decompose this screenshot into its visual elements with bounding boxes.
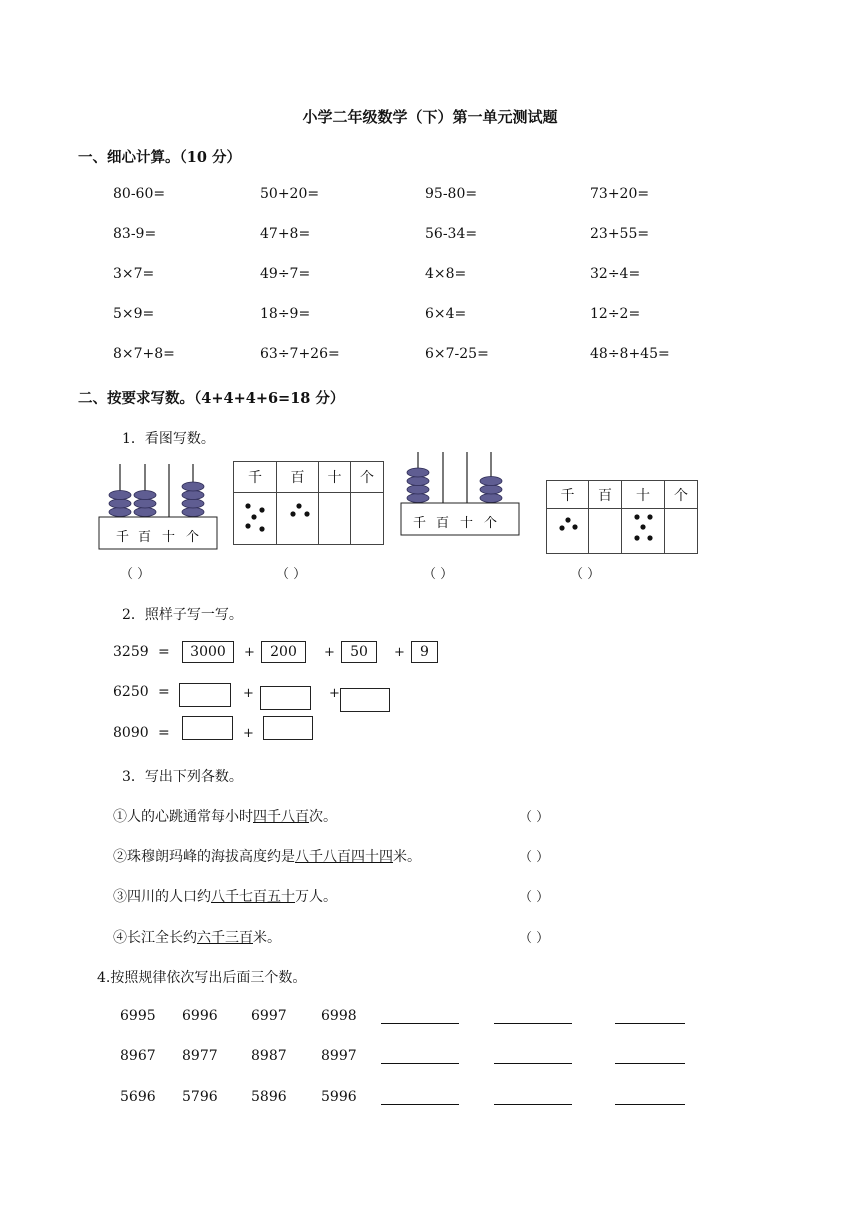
dots-three: [283, 500, 313, 534]
dots-cell: [547, 509, 589, 554]
calc-item: 49÷7=: [260, 266, 311, 282]
dots-cell: [277, 493, 319, 545]
abacus-bead: [134, 499, 156, 508]
equals-sign: =: [158, 725, 170, 741]
plus-sign: +: [243, 726, 254, 741]
table-header: 个: [665, 481, 698, 509]
calc-item: 83-9=: [113, 226, 157, 242]
answer-box[interactable]: [263, 716, 313, 740]
answer-line[interactable]: [494, 1104, 572, 1105]
answer-blank[interactable]: （ ）: [276, 567, 307, 582]
q3-label: 3．写出下列各数。: [122, 769, 243, 785]
calc-item: 12÷2=: [590, 306, 641, 322]
table-header: 千: [234, 462, 277, 493]
dots-cell: [665, 509, 698, 554]
table-header: 百: [589, 481, 622, 509]
calc-item: 50+20=: [260, 186, 320, 202]
q3-item: ②珠穆朗玛峰的海拔高度约是八千八百四十四米。: [113, 849, 421, 865]
answer-box[interactable]: [260, 686, 311, 710]
abacus-bead: [109, 499, 131, 508]
sequence-number: 6995: [120, 1008, 156, 1024]
place-value-table-2: [546, 480, 698, 554]
answer-blank[interactable]: （ ）: [120, 567, 151, 582]
answer-line[interactable]: [615, 1104, 685, 1105]
abacus-label: 十: [460, 516, 474, 531]
abacus-1: [96, 460, 222, 552]
calc-item: 47+8=: [260, 226, 311, 242]
abacus-bead: [480, 477, 502, 486]
q1-label: 1．看图写数。: [122, 431, 215, 447]
abacus-bead: [182, 508, 204, 517]
table-header: 十: [319, 462, 351, 493]
dots-cell: [622, 509, 665, 554]
abacus-bead: [134, 491, 156, 500]
sequence-number: 6997: [251, 1008, 287, 1024]
calc-item: 80-60=: [113, 186, 166, 202]
sequence-number: 8967: [120, 1048, 156, 1064]
answer-blank[interactable]: （ ）: [570, 567, 601, 582]
dots-three: [553, 514, 583, 544]
q3-item: ④长江全长约六千三百米。: [113, 930, 281, 946]
q2-number: 6250: [113, 684, 149, 700]
plus-sign: +: [324, 645, 335, 660]
sequence-number: 6998: [321, 1008, 357, 1024]
calc-item: 48÷8+45=: [590, 346, 670, 362]
plus-sign: +: [243, 686, 254, 701]
table-header: 十: [622, 481, 665, 509]
place-value-table-1: [233, 461, 384, 545]
abacus-label: 十: [162, 530, 176, 545]
page-title: 小学二年级数学（下）第一单元测试题: [302, 108, 558, 126]
answer-line[interactable]: [381, 1104, 459, 1105]
calc-item: 8×7+8=: [113, 346, 175, 362]
table-header: 个: [351, 462, 384, 493]
calc-item: 6×7-25=: [425, 346, 489, 362]
calc-item: 32÷4=: [590, 266, 641, 282]
sequence-number: 8977: [182, 1048, 218, 1064]
abacus-bead: [407, 468, 429, 477]
answer-line[interactable]: [615, 1023, 685, 1024]
abacus-label: 个: [484, 516, 498, 531]
abacus-bead: [182, 482, 204, 491]
sequence-number: 5696: [120, 1089, 156, 1105]
answer-line[interactable]: [381, 1063, 459, 1064]
calc-item: 56-34=: [425, 226, 478, 242]
section2-heading: 二、按要求写数。（4+4+4+6=18 分）: [78, 390, 345, 407]
answer-line[interactable]: [494, 1063, 572, 1064]
answer-blank[interactable]: （ ）: [519, 850, 550, 865]
example-part: 3000: [182, 641, 234, 663]
section1-heading: 一、细心计算。（10 分）: [78, 149, 241, 166]
calc-item: 18÷9=: [260, 306, 311, 322]
abacus-bead: [407, 485, 429, 494]
abacus-bead: [480, 494, 502, 503]
sequence-number: 5896: [251, 1089, 287, 1105]
abacus-label: 个: [186, 530, 200, 545]
dots-cell: [589, 509, 622, 554]
calc-item: 3×7=: [113, 266, 155, 282]
abacus-label: 百: [138, 530, 152, 545]
abacus-label: 千: [116, 530, 130, 545]
q4-label: 4.按照规律依次写出后面三个数。: [97, 970, 307, 986]
abacus-label: 百: [436, 516, 450, 531]
plus-sign: +: [394, 645, 405, 660]
dots-cell: [351, 493, 384, 545]
dots-cell: [234, 493, 277, 545]
q2-label: 2．照样子写一写。: [122, 607, 243, 623]
dots-cell: [319, 493, 351, 545]
plus-sign: +: [244, 645, 255, 660]
calc-item: 4×8=: [425, 266, 467, 282]
dots-five: [628, 511, 658, 547]
abacus-bead: [134, 508, 156, 517]
answer-box[interactable]: [340, 688, 390, 712]
calc-item: 63÷7+26=: [260, 346, 340, 362]
example-number: 3259: [113, 644, 149, 660]
abacus-bead: [407, 477, 429, 486]
answer-line[interactable]: [615, 1063, 685, 1064]
abacus-label: 千: [413, 516, 427, 531]
answer-box[interactable]: [182, 716, 233, 740]
calc-item: 5×9=: [113, 306, 155, 322]
answer-line[interactable]: [381, 1023, 459, 1024]
answer-line[interactable]: [494, 1023, 572, 1024]
abacus-bead: [109, 508, 131, 517]
example-part: 50: [341, 641, 377, 663]
calc-item: 6×4=: [425, 306, 467, 322]
sequence-number: 6996: [182, 1008, 218, 1024]
q2-number: 8090: [113, 725, 149, 741]
answer-blank[interactable]: （ ）: [423, 567, 454, 582]
table-header: 千: [547, 481, 589, 509]
q3-item: ③四川的人口约八千七百五十万人。: [113, 889, 337, 905]
q3-item: ①人的心跳通常每小时四千八百次。: [113, 809, 337, 825]
plus-sign: +: [329, 686, 340, 701]
answer-blank[interactable]: （ ）: [519, 810, 550, 825]
equals-sign: =: [158, 684, 170, 700]
sequence-number: 8997: [321, 1048, 357, 1064]
calc-item: 73+20=: [590, 186, 650, 202]
answer-blank[interactable]: （ ）: [519, 890, 550, 905]
table-header: 百: [277, 462, 319, 493]
abacus-bead: [109, 491, 131, 500]
sequence-number: 5996: [321, 1089, 357, 1105]
example-part: 200: [261, 641, 306, 663]
example-part: 9: [411, 641, 438, 663]
dots-five: [240, 500, 270, 534]
sequence-number: 8987: [251, 1048, 287, 1064]
equals-sign: =: [158, 644, 170, 660]
answer-blank[interactable]: （ ）: [519, 931, 550, 946]
sequence-number: 5796: [182, 1089, 218, 1105]
abacus-bead: [182, 499, 204, 508]
abacus-bead: [480, 485, 502, 494]
abacus-bead: [182, 491, 204, 500]
answer-box[interactable]: [179, 683, 231, 707]
abacus-2: [398, 448, 524, 540]
abacus-bead: [407, 494, 429, 503]
calc-item: 23+55=: [590, 226, 650, 242]
calc-item: 95-80=: [425, 186, 478, 202]
